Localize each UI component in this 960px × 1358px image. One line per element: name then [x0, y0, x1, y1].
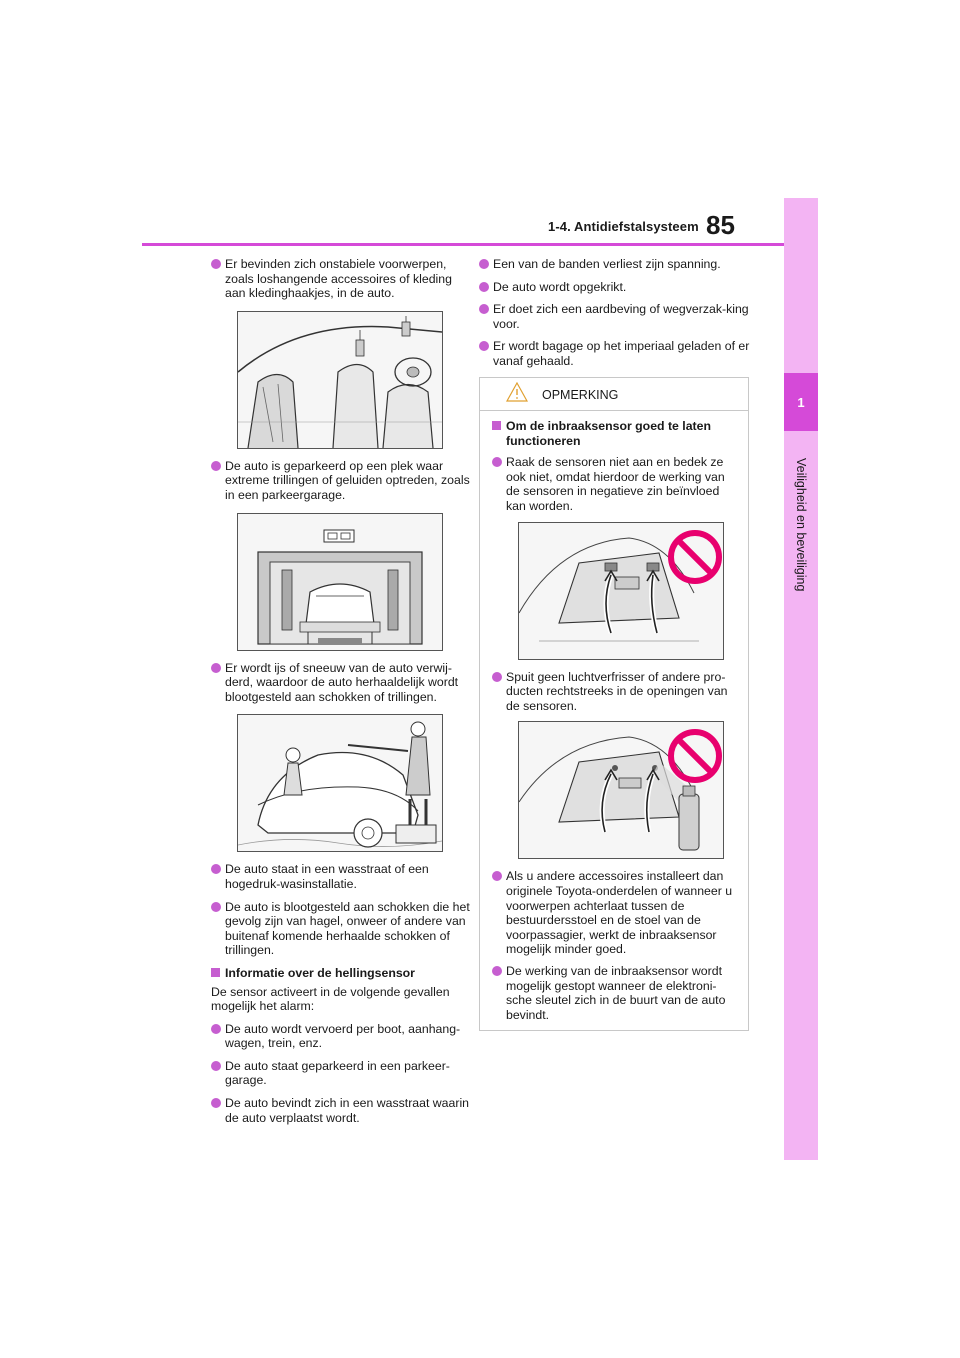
chapter-number-badge: 1 — [784, 373, 818, 431]
bullet-icon — [479, 259, 489, 269]
list-item: Raak de sensoren niet aan en bedek ze ook niet, omdat hierdoor de werking van de sensoren in negatieve zin beïnvloed kan worden. — [492, 455, 740, 513]
intro-paragraph: De sensor activeert in de volgende gevallen mogelijk het alarm: — [211, 984, 450, 1014]
list-item: De auto staat in een wasstraat of een hogedruk-wasinstallatie. — [211, 862, 473, 891]
bullet-icon — [492, 672, 502, 682]
list-item: Er wordt bagage op het imperiaal geladen of er vanaf gehaald. — [479, 339, 755, 368]
list-item: De auto bevindt zich in een wasstraat waarin de auto verplaatst wordt. — [211, 1096, 473, 1125]
sensor-spray-drawing — [519, 722, 723, 858]
warning-icon — [506, 382, 528, 402]
list-item: De auto staat geparkeerd in een parkeer-garage. — [211, 1059, 473, 1088]
notice-body — [480, 411, 748, 1022]
square-bullet-icon — [492, 421, 501, 430]
sensor-spray-illustration — [518, 721, 724, 859]
list-item: De auto is blootgesteld aan schokken die het gevolg zijn van hagel, onweer of andere van buitenaf komende herhaalde schokken of trillingen. — [211, 900, 473, 958]
sensor-touch-drawing — [519, 523, 723, 659]
notice-heading: Om de inbraaksensor goed te laten functioneren — [492, 419, 740, 448]
bullet-icon — [211, 902, 221, 912]
bullet-icon — [479, 282, 489, 292]
bullet-icon — [211, 461, 221, 471]
bullet-icon — [492, 457, 502, 467]
car-wash-drawing — [238, 514, 442, 650]
bullet-icon — [492, 966, 502, 976]
bullet-icon — [211, 259, 221, 269]
bullet-icon — [479, 341, 489, 351]
list-item: De auto wordt vervoerd per boot, aanhang-wagen, trein, enz. — [211, 1022, 473, 1051]
section-title: 1-4. Antidiefstalsysteem — [548, 219, 699, 234]
bullet-icon — [492, 871, 502, 881]
car-wash-tunnel-illustration — [237, 513, 443, 651]
notice-header — [480, 378, 748, 411]
list-item: Als u andere accessoires installeert dan originele Toyota-onderdelen of wanneer u voorwerpen achterlaat tussen de bestuurdersstoel en de stoel van de voorpassagier, werkt de inbraaksensor mogelijk minder goed. — [492, 869, 740, 957]
list-item: De auto is geparkeerd op een plek waar extreme trillingen of geluiden optreden, zoals in een parkeergarage. — [211, 459, 473, 503]
snow-removal-illustration — [237, 714, 443, 852]
bullet-icon — [211, 1098, 221, 1108]
right-column — [479, 257, 755, 377]
list-item: Er wordt ijs of sneeuw van de auto verwij-derd, waardoor de auto herhaaldelijk wordt blootgesteld aan schokken of trillingen. — [211, 661, 473, 705]
sensor-touch-illustration — [518, 522, 724, 660]
car-interior-drawing — [238, 312, 442, 448]
bullet-icon — [211, 663, 221, 673]
list-item: Een van de banden verliest zijn spanning. — [479, 257, 755, 272]
section-heading: Informatie over de hellingsensor — [211, 966, 473, 981]
header-rule — [142, 243, 784, 246]
chapter-side-tab — [784, 198, 818, 1160]
bullet-icon — [211, 864, 221, 874]
square-bullet-icon — [211, 968, 220, 977]
list-item: Spuit geen luchtverfrisser of andere pro-ducten rechtstreeks in de openingen van de sensoren. — [492, 670, 740, 714]
chapter-label-text: Veiligheid en beveiliging — [794, 458, 808, 592]
list-item: Er doet zich een aardbeving of wegverzak-king voor. — [479, 302, 755, 331]
page-number: 85 — [706, 210, 735, 240]
notice-title: OPMERKING — [542, 388, 619, 402]
chapter-label — [786, 440, 816, 610]
bullet-icon — [479, 304, 489, 314]
bullet-icon — [211, 1024, 221, 1034]
car-interior-illustration — [237, 311, 443, 449]
left-column — [211, 257, 473, 1133]
bullet-icon — [211, 1061, 221, 1071]
snow-removal-drawing — [238, 715, 442, 851]
list-item: Er bevinden zich onstabiele voorwerpen, zoals loshangende accessoires of kleding aan kledinghaakjes, in de auto. — [211, 257, 473, 301]
list-item: De werking van de inbraaksensor wordt mogelijk gestopt wanneer de elektroni-sche sleutel zich in de buurt van de auto bevindt. — [492, 964, 740, 1022]
list-item: De auto wordt opgekrikt. — [479, 280, 755, 295]
notice-box — [479, 377, 749, 1031]
